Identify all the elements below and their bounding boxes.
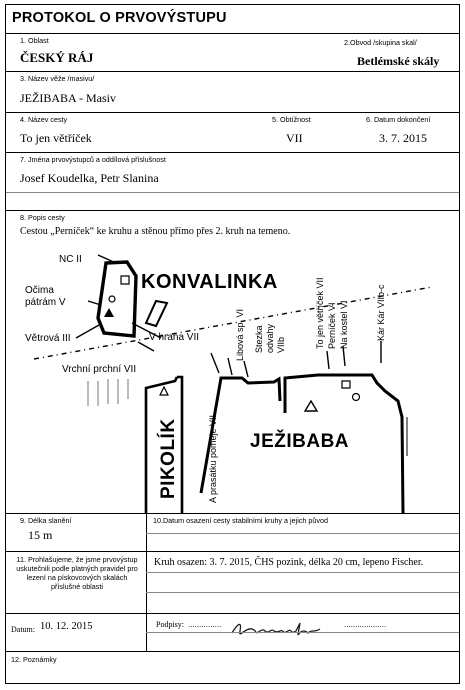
oblast-value: ČESKÝ RÁJ <box>20 50 94 65</box>
osazeni-label: 10.Datum osazení cesty stabilními kruhy a jejich původ <box>153 516 328 525</box>
obvod-value: Betlémské skály <box>357 54 440 68</box>
divider <box>6 152 459 153</box>
divider <box>6 513 459 514</box>
datum-value: 10. 12. 2015 <box>40 621 93 632</box>
cesta-value: To jen větříček <box>20 131 92 145</box>
route-libova: Libová sp. VI <box>235 308 245 361</box>
triangle-icon <box>160 387 168 395</box>
podpisy-label: Podpisy: <box>156 620 185 629</box>
divider <box>6 651 459 652</box>
divider <box>6 551 459 552</box>
route-pernicek: Perníček VI <box>327 302 337 349</box>
slaneni-value: 15 m <box>28 528 53 542</box>
arrow <box>244 361 248 377</box>
divider <box>146 572 459 573</box>
poznamky-label: 12. Poznámky <box>11 655 57 664</box>
signature <box>228 619 338 641</box>
route-ocima-2: pátrám V <box>25 297 66 308</box>
ring-icon <box>109 296 115 302</box>
arrow <box>327 351 329 369</box>
prvovystupci-value: Josef Koudelka, Petr Slanina <box>20 171 159 185</box>
popis-value: Cestou „Perníček“ ke kruhu a stěnou přímo přes 2. kruh na temeno. <box>20 226 291 237</box>
datum-dokonceni-value: 3. 7. 2015 <box>379 131 427 145</box>
route-tojen: To jen větříček VII <box>315 277 325 349</box>
background-rocks <box>88 379 128 406</box>
summit-book <box>121 276 129 284</box>
arrow <box>138 342 154 351</box>
arrow <box>76 325 99 338</box>
divider <box>6 112 459 113</box>
route-stezka-2: odvahy <box>265 323 275 353</box>
divider <box>6 71 459 72</box>
route-prasatko: A prasátku pomeje VII <box>208 414 218 503</box>
divider <box>146 513 147 551</box>
oblast-label: 1. Oblast <box>20 36 49 45</box>
route-stezka-3: VIIb <box>276 336 286 353</box>
divider <box>6 33 459 34</box>
divider <box>6 613 459 614</box>
summit-book <box>342 381 350 388</box>
prohlaseni-label: 11. Prohlašujeme, že jsme prvovýstup uskutečnili podle platných pravidel pro lezení na pískovcových skalách příslušné oblasti <box>16 555 138 591</box>
boulder <box>146 301 167 326</box>
jezibaba-name: JEŽIBABA <box>250 431 350 452</box>
obvod-label: 2.Obvod /skupina skal/ <box>344 38 417 47</box>
datum-label: Datum: <box>11 625 35 634</box>
datum-dokonceni-label: 6. Datum dokončení <box>366 115 431 124</box>
popis-label: 8. Popis cesty <box>20 213 65 222</box>
divider <box>146 632 459 633</box>
route-nakostel: Na kostel VI <box>339 300 349 349</box>
prvovystupci-label: 7. Jména prvovýstupců a oddílová příslušnost <box>20 155 166 164</box>
form-title: PROTOKOL O PRVOVÝSTUPU <box>12 10 227 26</box>
podpisy-dots: ............... <box>188 620 222 629</box>
divider <box>146 533 459 534</box>
slaneni-label: 9. Délka slanění <box>20 516 72 525</box>
vez-label: 3. Název věže /masivu/ <box>20 74 95 83</box>
podpisy-dots: ................... <box>344 620 387 629</box>
route-ocima-1: Očima <box>25 285 54 296</box>
vez-value: JEŽIBABA - Masiv <box>20 91 116 105</box>
protocol-form <box>5 4 460 684</box>
route-sketch <box>6 241 458 513</box>
osazeni-value: Kruh osazen: 3. 7. 2015, ČHS pozink, délka 20 cm, lepeno Fischer. <box>154 557 424 568</box>
pikolik-name: PIKOLÍK <box>158 418 179 499</box>
konvalinka-tower <box>98 262 136 336</box>
obtiznost-label: 5. Obtížnost <box>272 115 311 124</box>
route-nc: NC II <box>59 254 82 265</box>
arrow <box>228 358 232 375</box>
triangle-icon <box>104 308 114 317</box>
divider <box>146 551 147 613</box>
cesta-label: 4. Název cesty <box>20 115 68 124</box>
ring-icon <box>353 394 360 401</box>
route-vhrana: V hrana VII <box>149 332 200 343</box>
arrow <box>211 353 219 373</box>
divider <box>146 592 459 593</box>
route-vrchni: Vrchní prchní VII <box>62 364 137 375</box>
divider <box>6 192 459 193</box>
triangle-icon <box>305 401 317 411</box>
route-stezka-1: Stezka <box>254 325 264 353</box>
divider <box>6 210 459 211</box>
horizon-line <box>34 287 432 359</box>
obtiznost-value: VII <box>286 131 303 145</box>
route-karkar: Kár Kár VIIb-c <box>376 284 386 341</box>
route-vetrova: Větrová III <box>25 333 71 344</box>
konvalinka-name: KONVALINKA <box>141 271 278 293</box>
